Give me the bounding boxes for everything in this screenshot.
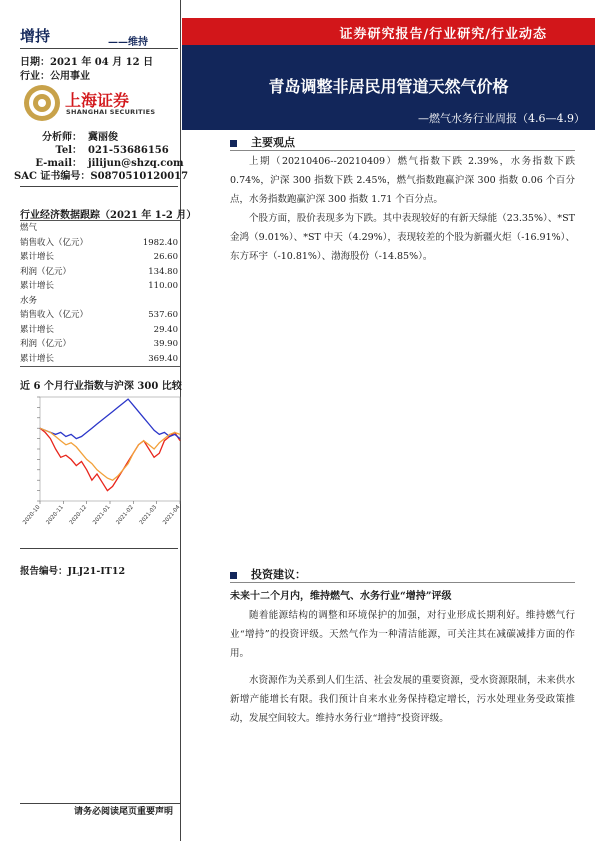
- x-tick-label: 2021-03: [138, 504, 159, 526]
- advice-subheading: 未来十二个月内，维持燃气、水务行业“增持”评级: [230, 591, 452, 602]
- x-tick-label: 2020-11: [45, 504, 65, 526]
- chart-svg: [20, 391, 184, 542]
- table-row: 水务: [20, 295, 38, 306]
- table-row: 利润（亿元） 134.80: [20, 266, 178, 277]
- table-row: 燃气: [20, 223, 38, 233]
- bullet-square-icon: [230, 140, 237, 147]
- report-number: 报告编号：JLJ21-IT12: [20, 566, 126, 577]
- x-tick-label: 2021-04: [162, 504, 182, 526]
- report-type-banner: [182, 18, 595, 45]
- report-title: 青岛调整非居民用管道天然气价格: [268, 77, 509, 96]
- report-date: 日期：2021 年 04 月 12 日: [20, 57, 154, 68]
- rule: [20, 548, 178, 549]
- section-heading-advice: 投资建议：: [230, 566, 306, 582]
- table-row: 销售收入（亿元） 537.60: [20, 310, 178, 320]
- logo-cn: 上海证券: [65, 91, 130, 110]
- analyst-row: SAC 证书编号：S0870510120017: [14, 171, 189, 182]
- rating-sub: ——维持: [108, 37, 148, 48]
- table-row: 累计增长 29.40: [20, 324, 178, 335]
- rating: 增持: [20, 27, 51, 45]
- footer-disclaimer: 请务必阅读尾页重要声明: [74, 807, 174, 817]
- bullet-square-icon: [230, 572, 237, 579]
- logo-mark-icon: [22, 83, 62, 123]
- viewpoints-body: [230, 152, 575, 266]
- analyst-row: 分析师： 冀丽俊: [42, 132, 118, 143]
- table-title: 行业经济数据跟踪（2021 年 1-2 月）: [20, 210, 197, 221]
- report-subtitle: —燃气水务行业周报（4.6—4.9）: [418, 112, 585, 125]
- chart-title: 近 6 个月行业指数与沪深 300 比较: [20, 381, 182, 392]
- logo-en: SHANGHAI SECURITIES: [66, 108, 156, 116]
- paragraph: 随着能源结构的调整和环境保护的加强，对行业形成长期利好。维持燃气行业“增持”的投资评级。天然气作为一种清洁能源，可关注其在减碳减排方面的作用。: [230, 610, 575, 659]
- paragraph: 上期（20210406--20210409）燃气指数下跌 2.39%，水务指数下跌 0.74%，沪深 300 指数下跌 2.45%，燃气指数跑赢沪深 300 指数 0.06 个百分点，水务指数跑赢沪深 300 指数 1.71 个百分点。: [230, 156, 575, 205]
- paragraph: 个股方面，股价表现多为下跌。其中表现较好的有新天绿能（23.35%）、*ST 金鸿（9.01%）、*ST 中天（4.29%），表现较差的个股为新疆火炬（-16.91%）、东方环宇（-10.81%）、渤海股份（-14.85%）。: [230, 213, 575, 262]
- section-divider: [230, 150, 575, 151]
- table-row: 累计增长 110.00: [20, 281, 178, 291]
- plot-frame: [40, 397, 180, 501]
- rule: [20, 48, 178, 49]
- section-divider: [230, 582, 575, 583]
- analyst-row: E-mail： jilijun@shzq.com: [35, 158, 184, 169]
- series-line-0: [40, 428, 180, 490]
- report-type: 证券研究报告/行业研究/行业动态: [339, 27, 547, 42]
- analyst-row: Tel： 021-53686156: [55, 145, 169, 156]
- index-comparison-chart: [20, 391, 184, 542]
- advice-body: [230, 606, 575, 728]
- table-row: 累计增长 26.60: [20, 252, 178, 262]
- table-row: 累计增长 369.40: [20, 353, 178, 364]
- x-tick-label: 2021-02: [115, 504, 135, 526]
- industry: 行业：公用事业: [20, 71, 90, 82]
- table-row: 利润（亿元） 39.90: [20, 339, 178, 349]
- series-line-1: [40, 399, 180, 439]
- table-row: 销售收入（亿元） 1982.40: [20, 237, 178, 248]
- paragraph: 水资源作为关系到人们生活、社会发展的重要资源，受水资源限制，未来供水新增产能增长有限。我们预计自来水业务保持稳定增长，污水处理业务受政策推动，发展空间较大。维持水务行业“增持”投资评级。: [230, 675, 575, 724]
- x-tick-label: 2020-10: [22, 504, 42, 526]
- section-heading-viewpoints: 主要观点: [230, 134, 295, 150]
- industry-data-table: [20, 220, 180, 367]
- x-tick-label: 2020-12: [68, 504, 89, 526]
- rule: [20, 186, 178, 187]
- analyst-info: [14, 128, 189, 182]
- x-tick-label: 2021-01: [92, 504, 112, 526]
